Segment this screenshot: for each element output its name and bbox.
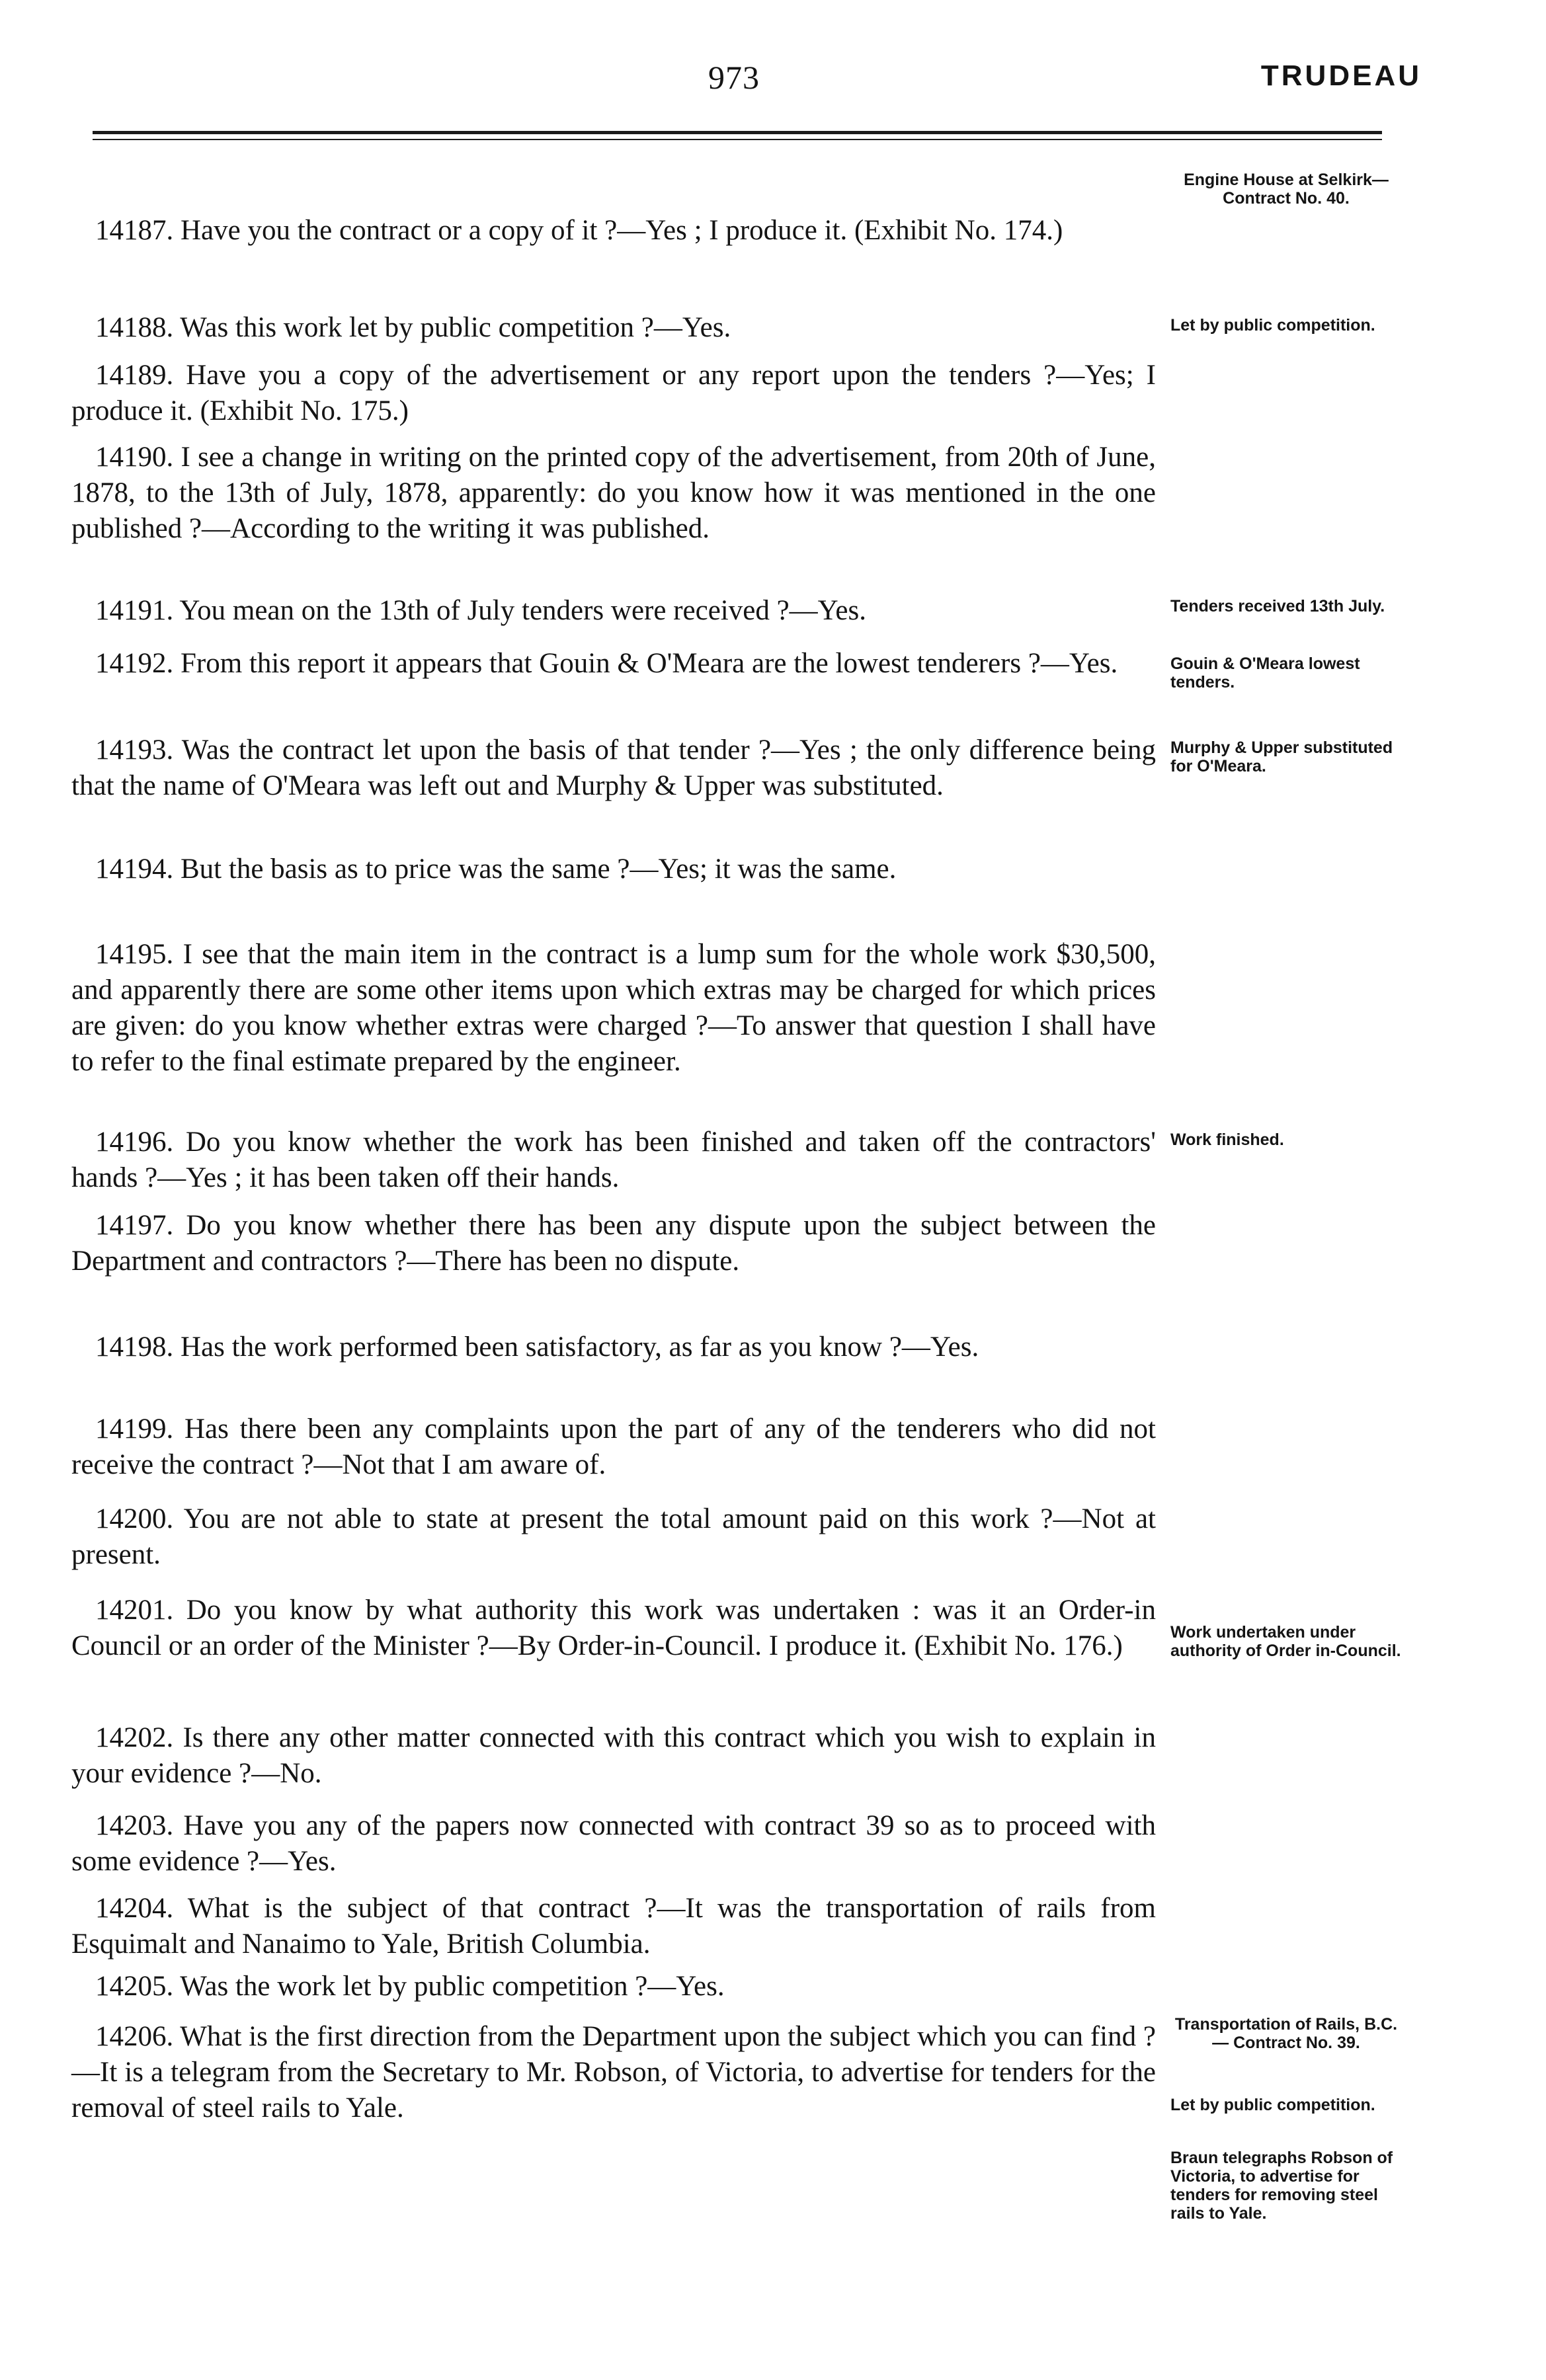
question-14192: 14192. From this report it appears that Gouin & O'Meara are the lowest tenderers ?—Yes.	[95, 648, 1118, 679]
margin-note-public-competition-2: Let by public competition.	[1170, 2096, 1375, 2114]
question-14193: 14193. Was the contract let upon the basis of that tender ?—Yes ; the only difference being that the name of O'Meara was left out and Murphy & Upper was substituted.	[71, 734, 1156, 801]
question-14199: 14199. Has there been any complaints upon the part of any of the tenderers who did not receive the contract ?—Not that I am aware of.	[71, 1413, 1156, 1480]
question-14203: 14203. Have you any of the papers now connected with contract 39 so as to proceed with some evidence ?—Yes.	[71, 1810, 1156, 1877]
question-14198: 14198. Has the work performed been satisfactory, as far as you know ?—Yes.	[95, 1331, 979, 1363]
question-14206: 14206. What is the first direction from the Department upon the subject which you can find ?—It is a telegram from the Secretary to Mr. Robson, of Victoria, to advertise for tenders for the removal of steel rails to Yale.	[71, 2021, 1156, 2123]
question-14201: 14201. Do you know by what authority this work was undertaken : was it an Order-in Council or an order of the Minister ?—By Order-in-Council. I produce it. (Exhibit No. 176.)	[71, 1595, 1156, 1661]
margin-note-engine-house: Engine House at Selkirk— Contract No. 40.	[1184, 171, 1389, 208]
question-14194: 14194. But the basis as to price was the same ?—Yes; it was the same.	[95, 853, 897, 885]
question-14190: 14190. I see a change in writing on the printed copy of the advertisement, from 20th of June, 1878, to the 13th of July, 1878, apparently: do you know how it was mentioned in the one published ?—According to the writing it was published.	[71, 442, 1156, 544]
question-14191: 14191. You mean on the 13th of July tenders were received ?—Yes.	[95, 595, 866, 626]
page-number: 973	[708, 59, 760, 96]
margin-note-substituted: Murphy & Upper substituted for O'Meara.	[1170, 738, 1393, 775]
running-head: TRUDEAU	[1260, 60, 1422, 92]
margin-note-transportation-rails: Transportation of Rails, B.C.— Contract No. 39.	[1174, 2015, 1398, 2052]
question-14202: 14202. Is there any other matter connected with this contract which you wish to explain in your evidence ?—No.	[71, 1722, 1156, 1789]
margin-note-tenders-received: Tenders received 13th July.	[1170, 597, 1385, 615]
question-14189: 14189. Have you a copy of the advertisement or any report upon the tenders ?—Yes; I produce it. (Exhibit No. 175.)	[71, 360, 1156, 426]
question-14197: 14197. Do you know whether there has been any dispute upon the subject between the Department and contractors ?—There has been no dispute.	[71, 1210, 1156, 1277]
margin-note-braun-telegraphs: Braun telegraphs Robson of Victoria, to advertise for tenders for removing steel rails to Yale.	[1170, 2149, 1393, 2223]
header-rule-thin	[93, 139, 1382, 140]
question-14196: 14196. Do you know whether the work has been finished and taken off the contractors' hands ?—Yes ; it has been taken off their hands.	[71, 1127, 1156, 1193]
question-14188: 14188. Was this work let by public competition ?—Yes.	[95, 312, 731, 343]
header-rule-thick	[93, 131, 1382, 134]
margin-note-public-competition: Let by public competition.	[1170, 316, 1375, 335]
question-14200: 14200. You are not able to state at present the total amount paid on this work ?—Not at present.	[71, 1503, 1156, 1570]
question-14204: 14204. What is the subject of that contract ?—It was the transportation of rails from Esquimalt and Nanaimo to Yale, British Columbia.	[71, 1893, 1156, 1960]
question-14205: 14205. Was the work let by public competition ?—Yes.	[95, 1971, 725, 2002]
margin-note-work-finished: Work finished.	[1170, 1130, 1284, 1149]
question-14187: 14187. Have you the contract or a copy of it ?—Yes ; I produce it. (Exhibit No. 174.)	[95, 215, 1063, 246]
margin-note-order-in-council: Work undertaken under authority of Order in-Council.	[1170, 1623, 1401, 1660]
margin-note-lowest-tenders: Gouin & O'Meara lowest tenders.	[1170, 654, 1360, 692]
question-14195: 14195. I see that the main item in the contract is a lump sum for the whole work $30,500, and apparently there are some other items upon which extras may be charged for which prices are given: do you know whether extras were charged ?—To answer that question I shall have to refer to the final estimate prepared by the engineer.	[71, 939, 1156, 1077]
